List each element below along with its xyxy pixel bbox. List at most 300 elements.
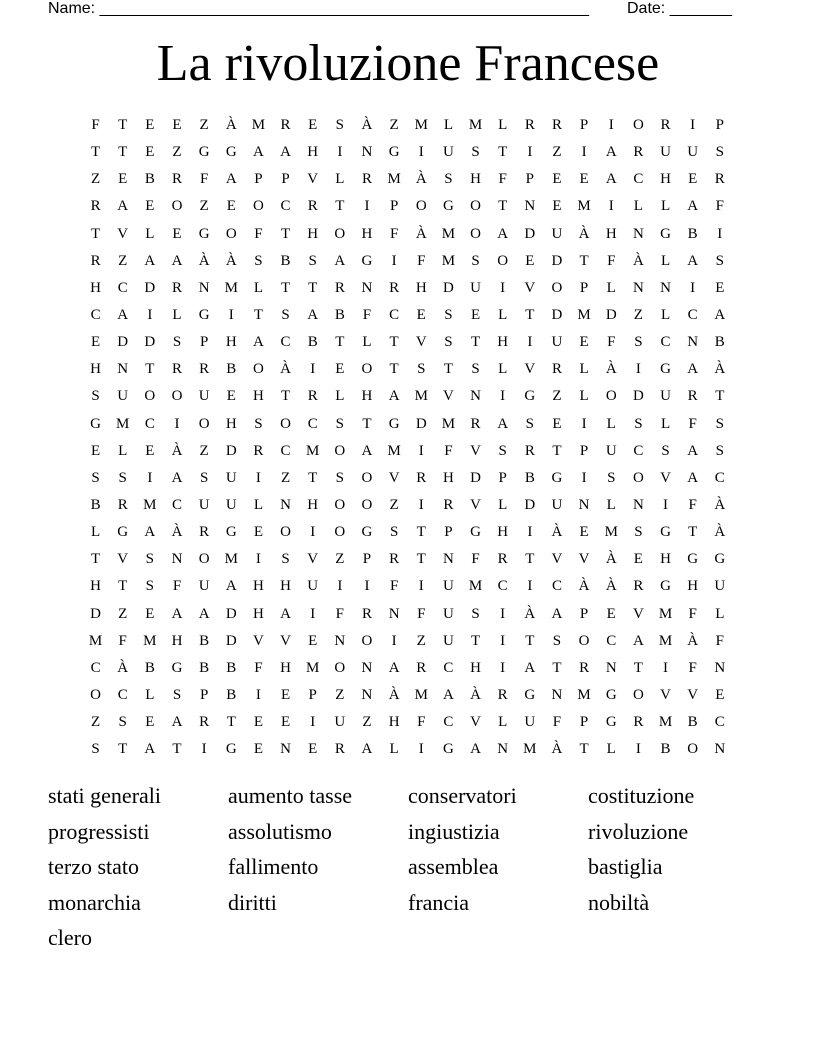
grid-letter: M	[658, 605, 673, 622]
grid-letter: G	[605, 687, 617, 704]
grid-letter: P	[308, 687, 317, 704]
grid-letter: Z	[633, 307, 643, 324]
grid-letter: F	[444, 442, 453, 459]
grid-letter: A	[280, 605, 291, 622]
grid-letter: P	[579, 605, 589, 622]
grid-letter: T	[525, 307, 535, 324]
grid-letter: L	[606, 741, 616, 758]
grid-letter: O	[632, 687, 644, 704]
grid-letter: S	[335, 117, 344, 134]
word-list-item: monarchia	[48, 889, 141, 915]
grid-letter: T	[470, 632, 481, 649]
grid-letter: Z	[118, 252, 128, 269]
grid-letter: S	[715, 442, 724, 459]
grid-letter: T	[416, 524, 426, 541]
grid-letter: T	[470, 334, 481, 351]
grid-letter: A	[171, 714, 183, 731]
grid-letter: E	[552, 415, 562, 432]
grid-letter: T	[253, 307, 263, 324]
grid-letter: I	[255, 469, 261, 486]
grid-letter: U	[442, 632, 454, 649]
grid-letter: A	[117, 307, 129, 324]
grid-letter: G	[442, 198, 454, 215]
grid-letter: À	[551, 741, 563, 758]
grid-letter: I	[228, 307, 234, 324]
grid-letter: D	[470, 469, 481, 486]
grid-letter: D	[144, 279, 156, 296]
grid-letter: P	[498, 469, 507, 486]
grid-letter: A	[497, 415, 509, 432]
grid-letter: D	[90, 605, 101, 622]
grid-letter: A	[632, 632, 644, 649]
grid-letter: B	[714, 334, 725, 351]
grid-letter: D	[415, 415, 427, 432]
grid-letter: I	[147, 307, 153, 324]
grid-letter: S	[471, 144, 480, 161]
grid-letter: M	[387, 442, 401, 459]
grid-letter: S	[525, 415, 534, 432]
grid-letter: E	[308, 741, 318, 758]
grid-row	[82, 492, 734, 519]
grid-letter: T	[335, 198, 345, 215]
grid-letter: T	[118, 741, 128, 758]
grid-letter: B	[199, 659, 210, 676]
grid-letter: À	[578, 578, 590, 595]
grid-letter: U	[225, 469, 237, 486]
grid-letter: B	[226, 361, 237, 378]
grid-letter: E	[308, 117, 318, 134]
grid-letter: P	[579, 117, 589, 134]
grid-letter: H	[280, 659, 291, 676]
grid-letter: E	[172, 117, 182, 134]
word-list-item: assemblea	[408, 854, 499, 879]
grid-letter: E	[280, 687, 291, 704]
grid-letter: L	[498, 361, 508, 378]
grid-letter: E	[715, 279, 725, 296]
grid-letter: T	[226, 714, 236, 731]
grid-letter: L	[633, 198, 643, 215]
grid-letter: O	[280, 415, 291, 432]
grid-letter: E	[253, 714, 263, 731]
grid-letter: L	[715, 605, 725, 622]
grid-letter: R	[334, 279, 345, 296]
grid-letter: O	[280, 524, 291, 541]
grid-letter: M	[387, 171, 401, 188]
grid-letter: I	[500, 279, 506, 296]
grid-letter: O	[334, 659, 346, 676]
grid-letter: O	[632, 117, 644, 134]
grid-letter: N	[632, 279, 644, 296]
grid-letter: S	[444, 334, 453, 351]
grid-letter: V	[551, 551, 563, 568]
grid-row	[82, 465, 734, 492]
grid-letter: Z	[199, 117, 209, 134]
grid-letter: H	[415, 279, 427, 296]
grid-letter: P	[389, 198, 399, 215]
grid-letter: G	[225, 144, 237, 161]
grid-letter: U	[198, 388, 210, 405]
grid-letter: A	[252, 144, 264, 161]
grid-letter: E	[715, 687, 725, 704]
grid-letter: H	[252, 388, 264, 405]
grid-letter: I	[174, 415, 180, 432]
grid-letter: L	[498, 497, 508, 514]
grid-letter: E	[633, 551, 643, 568]
grid-letter: À	[714, 524, 726, 541]
grid-letter: I	[717, 225, 723, 242]
grid-letter: H	[687, 578, 699, 595]
grid-letter: N	[442, 551, 454, 568]
grid-letter: M	[88, 632, 103, 649]
grid-letter: E	[145, 144, 155, 161]
grid-letter: S	[91, 741, 100, 758]
grid-letter: I	[581, 144, 587, 161]
grid-letter: R	[551, 117, 562, 134]
grid-letter: S	[552, 632, 562, 649]
grid-letter: H	[252, 605, 264, 622]
grid-letter: O	[171, 388, 183, 405]
grid-letter: A	[144, 524, 156, 541]
grid-letter: O	[90, 687, 101, 704]
grid-letter: R	[171, 171, 182, 188]
grid-letter: L	[145, 225, 155, 242]
grid-letter: R	[307, 198, 318, 215]
grid-letter: D	[551, 252, 563, 269]
grid-letter: E	[145, 714, 155, 731]
grid-letter: F	[118, 632, 127, 649]
grid-letter: O	[605, 388, 617, 405]
grid-letter: I	[364, 578, 370, 595]
grid-letter: M	[577, 198, 591, 215]
grid-letter: I	[581, 415, 587, 432]
grid-letter: C	[551, 578, 562, 595]
grid-letter: C	[660, 334, 671, 351]
grid-letter: F	[417, 252, 426, 269]
grid-letter: T	[280, 225, 291, 242]
grid-letter: L	[443, 117, 453, 134]
grid-letter: H	[660, 171, 671, 188]
grid-letter: S	[145, 551, 155, 568]
word-list-item: rivoluzione	[588, 818, 689, 844]
grid-letter: H	[660, 551, 671, 568]
grid-letter: H	[90, 361, 101, 378]
grid-letter: P	[715, 117, 724, 134]
word-list-item: francia	[408, 889, 470, 915]
grid-row	[82, 275, 734, 302]
grid-letter: A	[524, 659, 536, 676]
grid-letter: L	[579, 388, 589, 405]
grid-letter: O	[144, 388, 156, 405]
word-list	[48, 781, 768, 959]
grid-letter: A	[117, 198, 129, 215]
grid-letter: L	[335, 388, 345, 405]
grid-letter: F	[254, 659, 263, 676]
grid-letter: F	[688, 415, 697, 432]
grid-letter: I	[418, 497, 424, 514]
grid-letter: E	[525, 252, 535, 269]
word-list-item: fallimento	[228, 854, 319, 879]
grid-row	[82, 573, 734, 600]
grid-letter: L	[606, 279, 616, 296]
grid-letter: E	[579, 524, 589, 541]
grid-letter: E	[172, 225, 182, 242]
grid-letter: T	[498, 144, 508, 161]
grid-letter: L	[253, 279, 263, 296]
grid-letter: F	[254, 225, 263, 242]
grid-letter: S	[715, 144, 724, 161]
grid-letter: N	[687, 334, 699, 351]
grid-letter: G	[551, 469, 563, 486]
grid-letter: F	[91, 117, 100, 134]
grid-letter: U	[551, 225, 563, 242]
grid-letter: U	[551, 334, 563, 351]
grid-letter: F	[362, 307, 372, 324]
grid-letter: A	[171, 605, 183, 622]
grid-letter: U	[470, 279, 481, 296]
date-field-line: Date: _______	[627, 0, 732, 17]
grid-letter: O	[198, 551, 210, 568]
grid-letter: L	[498, 714, 508, 731]
grid-letter: À	[578, 225, 590, 242]
grid-letter: H	[361, 225, 373, 242]
grid-letter: U	[225, 497, 237, 514]
grid-letter: S	[118, 469, 127, 486]
grid-letter: M	[143, 497, 157, 514]
grid-letter: D	[551, 307, 563, 324]
grid-letter: A	[605, 171, 617, 188]
grid-letter: V	[524, 361, 536, 378]
grid-letter: T	[552, 442, 562, 459]
grid-letter: E	[90, 334, 101, 351]
grid-letter: S	[281, 551, 290, 568]
grid-letter: Z	[280, 469, 291, 486]
grid-letter: S	[172, 334, 182, 351]
grid-letter: N	[714, 659, 726, 676]
grid-letter: B	[307, 334, 318, 351]
grid-row	[82, 709, 734, 736]
grid-letter: L	[335, 171, 345, 188]
grid-letter: H	[307, 144, 319, 161]
grid-letter: T	[389, 334, 399, 351]
grid-letter: V	[470, 497, 481, 514]
grid-letter: U	[117, 388, 129, 405]
grid-letter: L	[498, 117, 508, 134]
grid-letter: Z	[199, 198, 209, 215]
grid-letter: C	[307, 415, 318, 432]
grid-letter: G	[198, 144, 210, 161]
grid-letter: V	[388, 469, 400, 486]
grid-row	[82, 139, 734, 166]
grid-letter: S	[145, 578, 155, 595]
grid-letter: S	[417, 361, 426, 378]
grid-letter: U	[198, 578, 210, 595]
grid-letter: G	[90, 415, 101, 432]
grid-letter: R	[253, 442, 264, 459]
grid-letter: I	[500, 605, 506, 622]
grid-letter: V	[578, 551, 590, 568]
grid-letter: À	[225, 252, 237, 269]
grid-letter: N	[171, 551, 183, 568]
grid-letter: O	[361, 361, 373, 378]
grid-letter: M	[414, 388, 428, 405]
grid-letter: G	[198, 307, 210, 324]
grid-letter: R	[199, 524, 210, 541]
grid-letter: Z	[90, 171, 101, 188]
grid-letter: L	[145, 687, 155, 704]
grid-letter: B	[687, 225, 698, 242]
grid-letter: À	[415, 225, 427, 242]
grid-letter: N	[361, 279, 373, 296]
grid-row	[82, 383, 734, 410]
grid-letter: S	[335, 469, 344, 486]
grid-letter: Z	[335, 551, 345, 568]
grid-letter: R	[633, 714, 644, 731]
grid-row	[82, 655, 734, 682]
grid-letter: F	[417, 714, 426, 731]
grid-letter: R	[687, 388, 698, 405]
grid-letter: I	[337, 578, 343, 595]
grid-letter: R	[524, 442, 535, 459]
grid-letter: D	[442, 279, 454, 296]
grid-letter: V	[252, 632, 264, 649]
grid-letter: M	[143, 632, 157, 649]
grid-letter: A	[470, 741, 481, 758]
grid-letter: G	[605, 714, 617, 731]
grid-letter: R	[307, 388, 318, 405]
page-title: La rivoluzione Francese	[156, 35, 660, 92]
grid-letter: U	[605, 442, 617, 459]
word-list-item: terzo stato	[48, 854, 140, 879]
grid-letter: V	[117, 551, 129, 568]
grid-letter: O	[252, 198, 264, 215]
grid-letter: C	[714, 714, 725, 731]
grid-letter: C	[633, 442, 644, 459]
grid-letter: S	[335, 415, 344, 432]
grid-letter: À	[171, 524, 183, 541]
grid-letter: F	[417, 605, 426, 622]
grid-letter: I	[527, 334, 533, 351]
grid-letter: O	[632, 469, 644, 486]
grid-letter: V	[415, 334, 427, 351]
grid-letter: S	[607, 469, 616, 486]
grid-letter: U	[524, 714, 536, 731]
grid-letter: A	[225, 171, 237, 188]
grid-letter: O	[225, 225, 237, 242]
grid-letter: O	[334, 497, 346, 514]
grid-letter: U	[714, 578, 726, 595]
word-search-grid	[82, 112, 734, 763]
grid-letter: H	[605, 225, 617, 242]
grid-letter: N	[578, 497, 590, 514]
grid-letter: R	[660, 117, 671, 134]
grid-letter: I	[310, 605, 316, 622]
grid-letter: G	[660, 578, 671, 595]
grid-letter: C	[443, 714, 454, 731]
grid-letter: Z	[199, 442, 209, 459]
grid-letter: A	[687, 442, 699, 459]
grid-letter: A	[171, 252, 183, 269]
grid-letter: M	[414, 687, 428, 704]
grid-letter: À	[714, 497, 726, 514]
grid-letter: H	[225, 415, 237, 432]
grid-letter: F	[498, 171, 507, 188]
grid-letter: F	[389, 578, 399, 595]
grid-letter: S	[634, 524, 643, 541]
grid-letter: A	[307, 307, 319, 324]
grid-letter: V	[687, 687, 699, 704]
grid-letter: L	[172, 307, 182, 324]
grid-letter: L	[579, 361, 589, 378]
grid-letter: S	[715, 252, 724, 269]
grid-letter: H	[470, 659, 481, 676]
grid-letter: M	[441, 225, 456, 242]
grid-letter: M	[658, 632, 673, 649]
grid-letter: N	[660, 279, 671, 296]
grid-letter: T	[688, 524, 698, 541]
grid-letter: F	[199, 171, 209, 188]
grid-row	[82, 546, 734, 573]
grid-letter: R	[361, 605, 372, 622]
grid-letter: C	[171, 497, 182, 514]
grid-letter: E	[470, 307, 481, 324]
grid-letter: T	[525, 551, 535, 568]
grid-letter: G	[660, 361, 671, 378]
grid-letter: G	[117, 524, 129, 541]
grid-letter: H	[90, 578, 101, 595]
grid-letter: H	[307, 497, 319, 514]
grid-letter: I	[255, 687, 261, 704]
grid-letter: H	[171, 632, 183, 649]
grid-row	[82, 519, 734, 546]
grid-letter: O	[361, 632, 373, 649]
grid-letter: N	[280, 741, 291, 758]
grid-letter: S	[661, 442, 670, 459]
grid-letter: D	[117, 334, 129, 351]
grid-letter: S	[172, 687, 182, 704]
grid-letter: R	[199, 361, 210, 378]
grid-letter: À	[605, 578, 617, 595]
grid-letter: Z	[362, 714, 372, 731]
grid-letter: E	[145, 198, 155, 215]
grid-letter: T	[90, 551, 101, 568]
grid-letter: R	[361, 171, 372, 188]
word-list-item: bastiglia	[588, 854, 663, 879]
grid-letter: À	[605, 361, 617, 378]
grid-letter: B	[226, 659, 237, 676]
grid-letter: D	[632, 388, 644, 405]
grid-letter: B	[660, 741, 671, 758]
grid-letter: À	[632, 252, 644, 269]
grid-letter: I	[364, 198, 370, 215]
grid-letter: S	[91, 388, 100, 405]
grid-letter: N	[551, 687, 563, 704]
word-list-item: stati generali	[48, 783, 162, 808]
grid-letter: H	[225, 334, 237, 351]
grid-letter: I	[500, 632, 506, 649]
grid-letter: S	[254, 252, 263, 269]
grid-letter: U	[198, 497, 210, 514]
grid-letter: F	[172, 578, 182, 595]
grid-letter: À	[117, 659, 129, 676]
grid-letter: I	[527, 524, 533, 541]
grid-letter: G	[388, 415, 400, 432]
grid-letter: L	[389, 741, 399, 758]
grid-row	[82, 411, 734, 438]
grid-letter: C	[497, 578, 508, 595]
grid-letter: B	[199, 632, 210, 649]
grid-letter: I	[635, 741, 641, 758]
word-list-item: conservatori	[408, 783, 517, 808]
